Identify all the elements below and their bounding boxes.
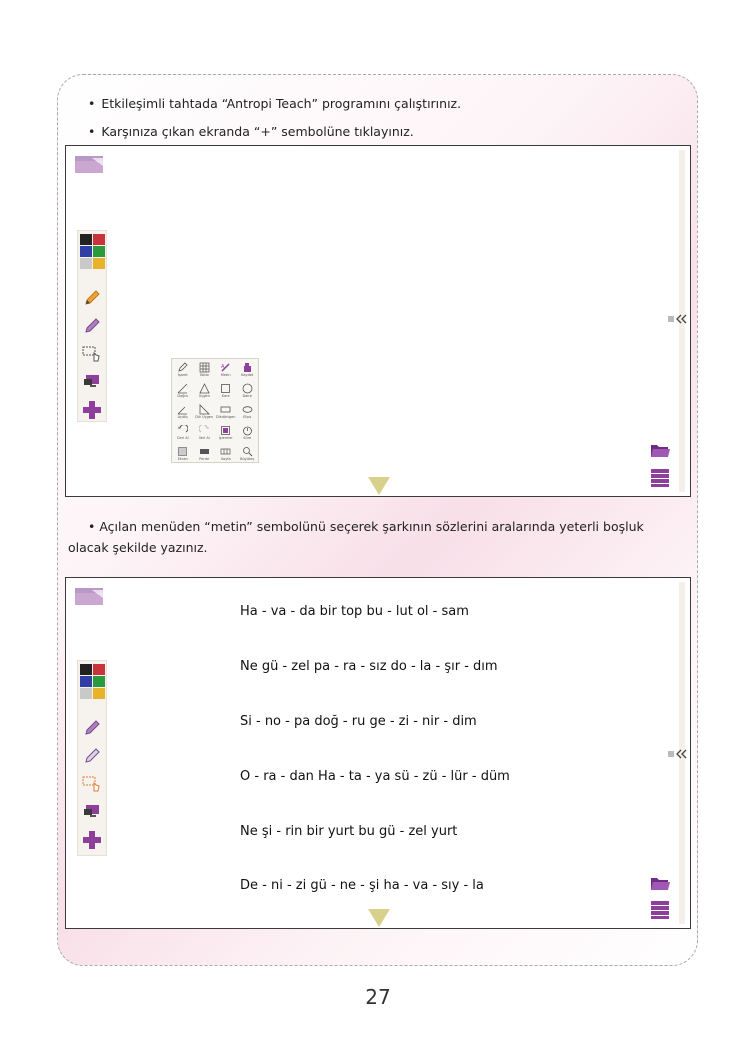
select-tool[interactable] xyxy=(78,340,106,368)
instruction-2: • Karşınıza çıkan ekranda “+” sembolüne tıklayınız. xyxy=(88,124,414,139)
popup-item[interactable]: Elips xyxy=(237,401,259,422)
pencil-icon xyxy=(83,747,101,765)
pencil-icon xyxy=(83,289,101,307)
pencil-tool[interactable] xyxy=(78,284,106,312)
presentation-icon xyxy=(82,803,102,821)
pencil-tool[interactable] xyxy=(78,742,106,770)
popup-item[interactable]: Üçgen xyxy=(194,380,216,401)
popup-item[interactable]: Dik Üçgen xyxy=(194,401,216,422)
instruction-3: • Açılan menüden “metin” sembolünü seçerek şarkının sözlerini aralarında yeterli boşluk xyxy=(88,519,644,534)
plus-icon xyxy=(82,400,102,420)
popup-item[interactable]: Büyüteç xyxy=(237,443,259,464)
lyric-line-4: O - ra - dan Ha - ta - ya sü - zü - lür - düm xyxy=(240,769,510,784)
popup-item[interactable]: İşlemler xyxy=(215,422,237,443)
popup-item[interactable]: Perde xyxy=(194,443,216,464)
popup-item[interactable]: Kaydet xyxy=(237,359,259,380)
popup-item[interactable]: Sayfa xyxy=(215,443,237,464)
popup-item[interactable]: Daire xyxy=(237,380,259,401)
side-toolbar xyxy=(77,230,107,422)
menu-triangle-icon[interactable] xyxy=(368,909,390,927)
presentation-tool[interactable] xyxy=(78,798,106,826)
hand-select-icon xyxy=(82,345,102,363)
popup-item[interactable]: Ekran xyxy=(172,443,194,464)
tools-popup-menu xyxy=(171,358,259,463)
popup-item[interactable]: Süre xyxy=(237,422,259,443)
highlighter-tool[interactable] xyxy=(78,312,106,340)
double-chevron-left-icon[interactable] xyxy=(668,749,688,759)
lyric-line-1: Ha - va - da bir top bu - lut ol - sam xyxy=(240,604,469,619)
lyric-line-6: De - ni - zi gü - ne - şi ha - va - sıy - la xyxy=(240,878,484,893)
instruction-1: • Etkileşimli tahtada “Antropi Teach” programını çalıştırınız. xyxy=(88,96,461,111)
highlighter-icon xyxy=(83,317,101,335)
popup-item[interactable]: İleri Al xyxy=(194,422,216,443)
svg-text:A: A xyxy=(221,364,225,370)
presentation-tool[interactable] xyxy=(78,368,106,396)
folder-icon[interactable] xyxy=(650,875,670,891)
lyric-line-2: Ne gü - zel pa - ra - sız do - la - şır - dım xyxy=(240,659,498,674)
popup-item[interactable]: İşaret xyxy=(172,359,194,380)
popup-item[interactable]: Geri Al xyxy=(172,422,194,443)
instruction-3-cont: olacak şekilde yazınız. xyxy=(68,540,208,555)
color-palette[interactable] xyxy=(78,661,106,700)
side-toolbar xyxy=(77,660,107,856)
color-palette[interactable] xyxy=(78,231,106,270)
presentation-icon xyxy=(82,373,102,391)
highlighter-icon xyxy=(83,719,101,737)
highlighter-tool[interactable] xyxy=(78,714,106,742)
plus-icon xyxy=(82,830,102,850)
whiteboard-screen-1 xyxy=(65,145,691,497)
popup-item[interactable]: Tablo xyxy=(194,359,216,380)
menu-triangle-icon[interactable] xyxy=(368,477,390,495)
whiteboard-logo-icon xyxy=(74,154,104,174)
whiteboard-logo-icon xyxy=(74,586,104,606)
popup-item[interactable]: Kare xyxy=(215,380,237,401)
add-tool-button[interactable] xyxy=(78,396,106,424)
popup-item[interactable]: Açıölç xyxy=(172,401,194,422)
select-tool[interactable] xyxy=(78,770,106,798)
list-icon[interactable] xyxy=(650,900,670,920)
page-number: 27 xyxy=(365,985,391,1009)
lyric-line-5: Ne şi - rin bir yurt bu gü - zel yurt xyxy=(240,824,458,839)
popup-item[interactable]: Dikdörtgen xyxy=(215,401,237,422)
add-tool-button[interactable] xyxy=(78,826,106,854)
folder-icon[interactable] xyxy=(650,442,670,458)
whiteboard-screen-2 xyxy=(65,577,691,929)
list-icon[interactable] xyxy=(650,468,670,488)
hand-select-icon xyxy=(82,775,102,793)
popup-item[interactable]: Doğru xyxy=(172,380,194,401)
lyric-line-3: Si - no - pa doğ - ru ge - zi - nir - dim xyxy=(240,714,477,729)
double-chevron-left-icon[interactable] xyxy=(668,314,688,324)
popup-item[interactable]: A Metin xyxy=(220,364,231,377)
